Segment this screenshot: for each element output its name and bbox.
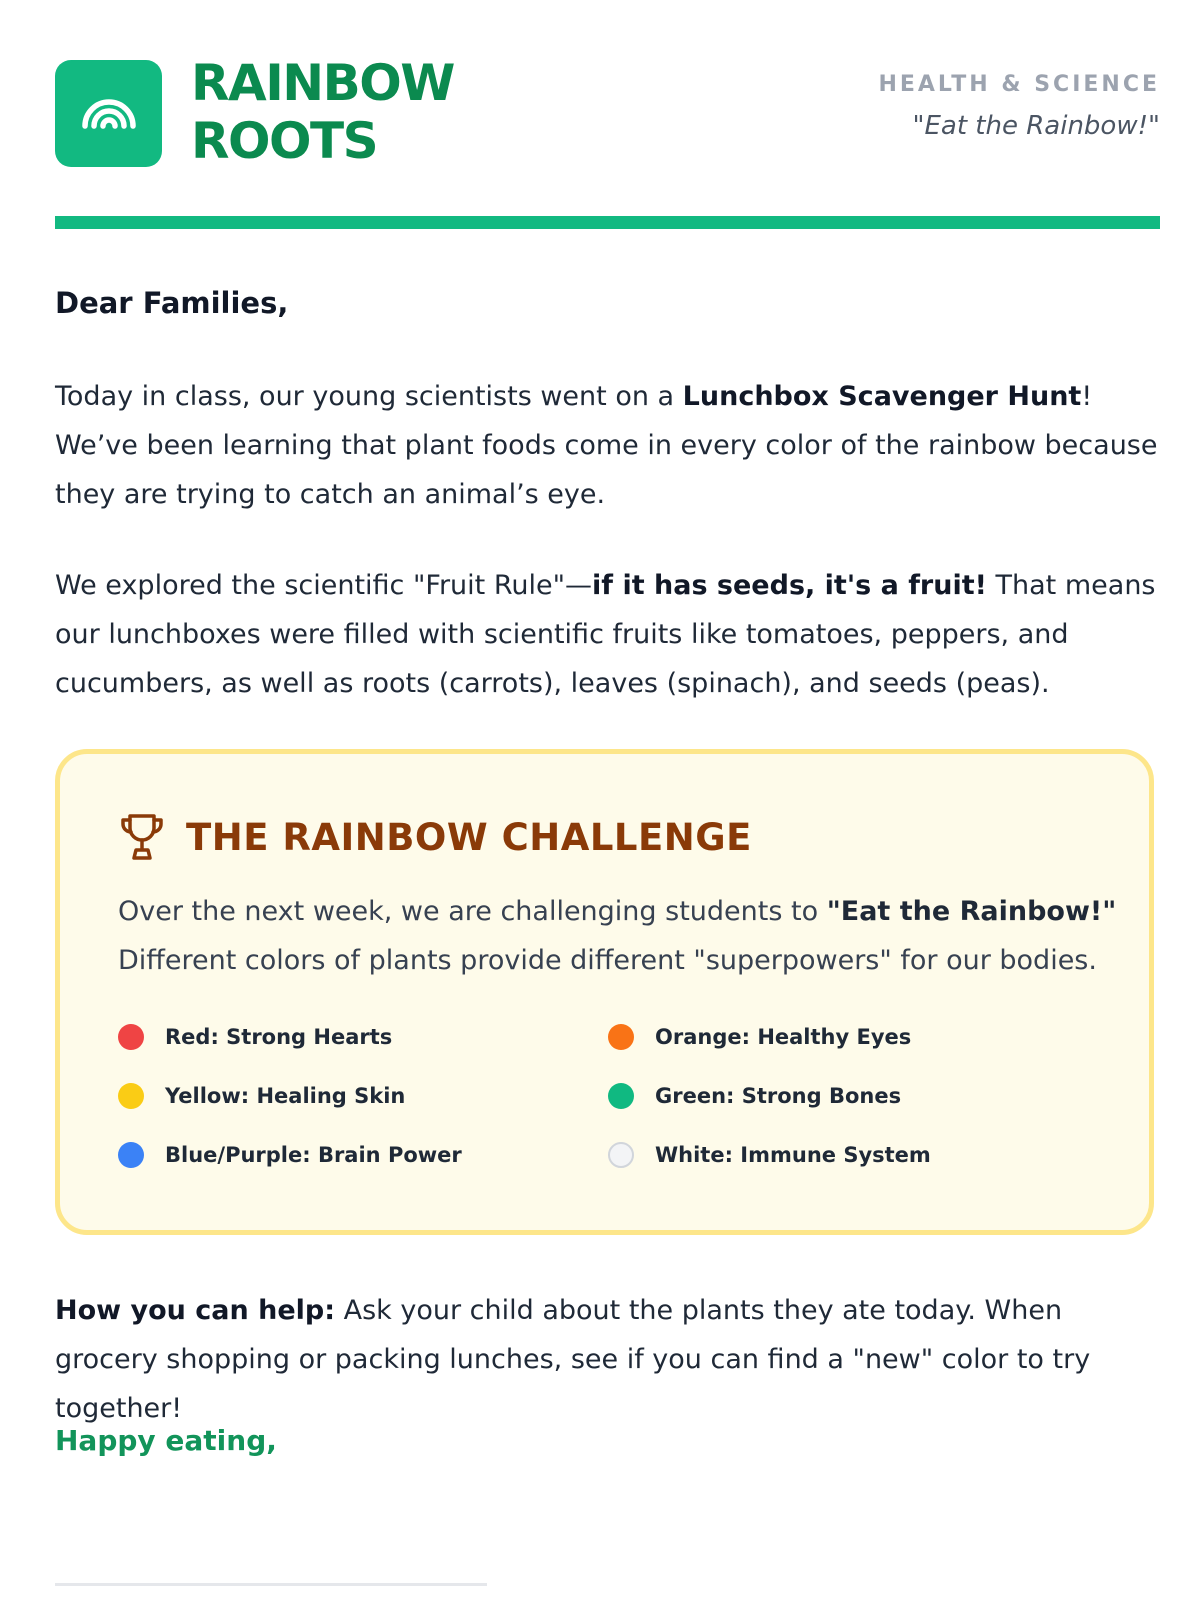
greeting: Dear Families, (55, 286, 289, 320)
p2-text-c: That means our lunchboxes were filled with scientific fruits like tomatoes, peppers, and cucumbers, as well as roots (carrots), leaves (spinach), and seeds (peas). (55, 570, 1156, 699)
trophy-icon (118, 812, 166, 862)
p1-text-c: ! We’ve been learning that plant foods come in every color of the rainbow because they are trying to catch an animal’s eye. (55, 381, 1158, 510)
motto: "Eat the Rainbow!" (912, 111, 1160, 141)
color-label: Green: Strong Bones (655, 1084, 902, 1108)
challenge-title: THE RAINBOW CHALLENGE (186, 815, 752, 859)
header (55, 54, 1160, 170)
subject-label: HEALTH & SCIENCE (878, 72, 1160, 97)
paragraph-scavenger-hunt (55, 372, 1165, 519)
p1-text-a: Today in class, our young scientists went on a (55, 381, 683, 412)
red-dot-icon (118, 1024, 144, 1050)
brand-line-2: ROOTS (191, 112, 378, 170)
header-meta (878, 72, 1160, 141)
logo (55, 60, 162, 167)
color-item-white (608, 1140, 931, 1170)
rainbow-icon (77, 82, 141, 146)
signature-line (55, 1583, 487, 1586)
yellow-dot-icon (118, 1083, 144, 1109)
rainbow-challenge-box (55, 749, 1154, 1235)
paragraph-fruit-rule (55, 561, 1165, 708)
color-item-red (118, 1022, 392, 1052)
color-label: Yellow: Healing Skin (165, 1084, 406, 1108)
signoff: Happy eating, (55, 1424, 277, 1457)
color-label: White: Immune System (655, 1143, 931, 1167)
p1-bold: Lunchbox Scavenger Hunt (682, 381, 1082, 412)
p2-bold: if it has seeds, it's a fruit! (592, 570, 987, 601)
intro-text-a: Over the next week, we are challenging students to (118, 896, 827, 927)
help-bold: How you can help: (55, 1295, 336, 1326)
brand-name (191, 54, 454, 170)
color-item-orange (608, 1022, 911, 1052)
orange-dot-icon (608, 1024, 634, 1050)
color-label: Orange: Healthy Eyes (655, 1025, 912, 1049)
color-item-green (608, 1081, 901, 1111)
paragraph-how-to-help (55, 1286, 1165, 1433)
blue-dot-icon (118, 1142, 144, 1168)
challenge-heading (118, 812, 752, 862)
color-item-yellow (118, 1081, 405, 1111)
intro-bold: "Eat the Rainbow!" (826, 896, 1117, 927)
color-item-blue-purple (118, 1140, 462, 1170)
color-label: Blue/Purple: Brain Power (165, 1143, 462, 1167)
green-dot-icon (608, 1083, 634, 1109)
color-label: Red: Strong Hearts (165, 1025, 393, 1049)
white-dot-icon (608, 1142, 634, 1168)
help-text: Ask your child about the plants they ate today. When grocery shopping or packing lunches, see if you can find a "new" color to try together! (55, 1295, 1091, 1424)
p2-text-a: We explored the scientific "Fruit Rule"— (55, 570, 593, 601)
challenge-intro (118, 887, 1118, 985)
brand-line-1: RAINBOW (191, 54, 454, 112)
intro-text-c: Different colors of plants provide different "superpowers" for our bodies. (118, 945, 1097, 976)
header-divider (55, 216, 1160, 229)
